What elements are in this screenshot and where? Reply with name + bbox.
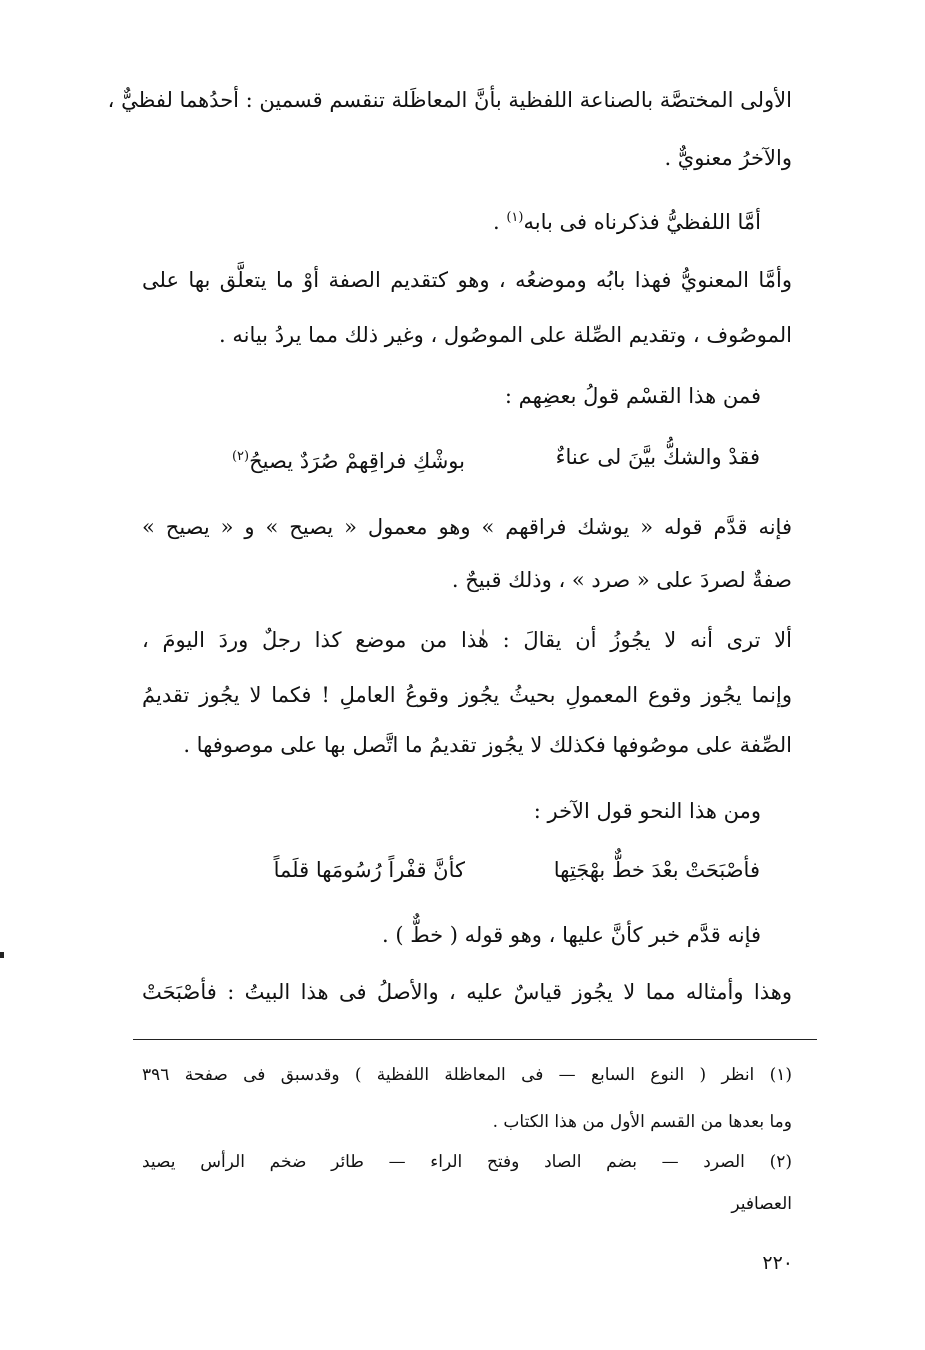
paragraph-line-14: وهذا وأمثاله مما لا يجُوز قياسٌ عليه ، والأصلُ فى هذا البيتُ : فأصْبَحَتْ <box>142 980 792 1004</box>
paragraph-line-7: فإنه قدَّم قوله « يوشك فراقهم » وهو معمول « يصيح » و « يصيح » <box>142 515 792 539</box>
footnote-1-line-1: (١) انظر ( النوع السابع — فى المعاظلة اللفظية ) وقدسبق فى صفحة ٣٩٦ <box>142 1065 792 1085</box>
footnote-marker-1: (١) <box>506 210 524 225</box>
paragraph-line-2: والآخرُ معنويٌّ . <box>664 146 792 170</box>
page-number: ٢٢٠ <box>762 1252 793 1274</box>
paragraph-line-3 <box>493 201 761 239</box>
verse-1-second-text: بوشْكِ فراقِهمْ صُرَدٌ يصيحُ <box>249 449 465 473</box>
footnote-divider <box>133 1039 817 1040</box>
verse-1-first-hemistich: فقدْ والشكُّ بيَّنَ لى عناءٌ <box>555 445 760 469</box>
paragraph-line-6: فمن هذا القسْم قولُ بعضِهم : <box>504 384 761 408</box>
paragraph-line-1: الأولى المختصَّة بالصناعة اللفظية بأنَّ المعاظَلة تنقسم قسمين : أحدُهما لفظيٌّ ، <box>107 88 792 112</box>
paragraph-line-13: فإنه قدَّم خبر كأنَّ عليها ، وهو قوله ( خطٌّ ) . <box>381 923 761 947</box>
paragraph-line-9: ألا ترى أنه لا يجُوزُ أن يقالَ : هٰذا من موضع كذا رجلٌ وردَ اليومَ ، <box>142 628 792 652</box>
paragraph-line-4: وأمَّا المعنويُّ فهذا بابُه وموضعُه ، وهو كتقديم الصفة أوْ ما يتعلَّق بها على <box>142 268 792 292</box>
paragraph-text: أمَّا اللفظيُّ فذكرناه فى بابه <box>523 210 761 234</box>
paragraph-line-10: وإنما يجُوز وقوع المعمولِ بحيثُ يجُوز وقوعُ العاملِ ! فكما لا يجُوز تقديمُ <box>142 683 792 707</box>
verse-2-second-hemistich: كأنَّ قفْراً رُسُومَها قلَماً <box>273 858 465 882</box>
verse-2-first-hemistich: فأصْبَحَتْ بعْدَ خطٌّ بهْجَتِها <box>553 858 760 882</box>
verse-1-second-hemistich <box>232 440 465 478</box>
footnote-2-line-2: العصافير <box>731 1194 792 1214</box>
sentence-period: . <box>492 210 500 234</box>
paragraph-line-12: ومن هذا النحو قول الآخر : <box>533 799 761 823</box>
footnote-2-line-1: (٢) الصرد — بضم الصاد وفتح الراء — طائر ضخم الرأس يصيد <box>142 1152 792 1172</box>
paragraph-line-11: الصِّفة على موصُوفها فكذلك لا يجُوز تقديمُ ما اتَّصل بها على موصوفها . <box>183 733 792 757</box>
scan-mark <box>0 952 4 958</box>
paragraph-line-8: صفةٌ لصردَ على « صرد » ، وذلك قبيحٌ . <box>451 568 792 592</box>
footnote-1-line-2: وما بعدها من القسم الأول من هذا الكتاب . <box>492 1112 792 1132</box>
paragraph-line-5: الموصُوف ، وتقديم الصِّلة على الموصُول ، وغير ذلك مما يردُ بيانه . <box>218 323 792 347</box>
footnote-marker-2: (٢) <box>231 449 250 464</box>
